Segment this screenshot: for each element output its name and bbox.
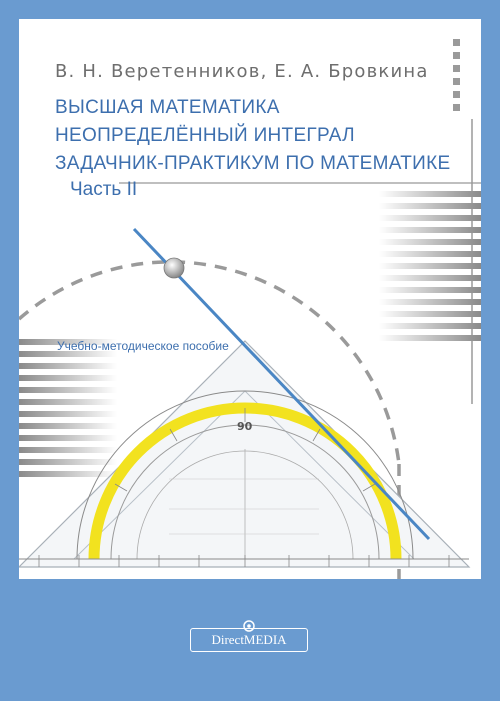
compass-ball — [164, 258, 184, 278]
publisher-logo — [190, 620, 308, 666]
book-type: Учебно-методическое пособие — [57, 339, 229, 353]
right-gradient-bars — [379, 191, 481, 341]
vertical-ruler-marks — [453, 39, 472, 404]
protractor-label: 90 — [237, 420, 253, 433]
set-square — [19, 341, 469, 567]
cover-panel — [19, 19, 481, 579]
title-line-2: НЕОПРЕДЕЛЁННЫЙ ИНТЕГРАЛ — [55, 125, 355, 146]
title-line-1: ВЫСШАЯ МАТЕМАТИКА — [55, 97, 280, 118]
part-number: Часть II — [70, 179, 138, 200]
publisher-name: DirectMEDIA — [190, 628, 308, 652]
left-gradient-bars — [19, 339, 117, 477]
authors: В. Н. Веретенников, Е. А. Бровкина — [55, 61, 429, 82]
title-line-3: ЗАДАЧНИК-ПРАКТИКУМ ПО МАТЕМАТИКЕ — [55, 153, 451, 174]
